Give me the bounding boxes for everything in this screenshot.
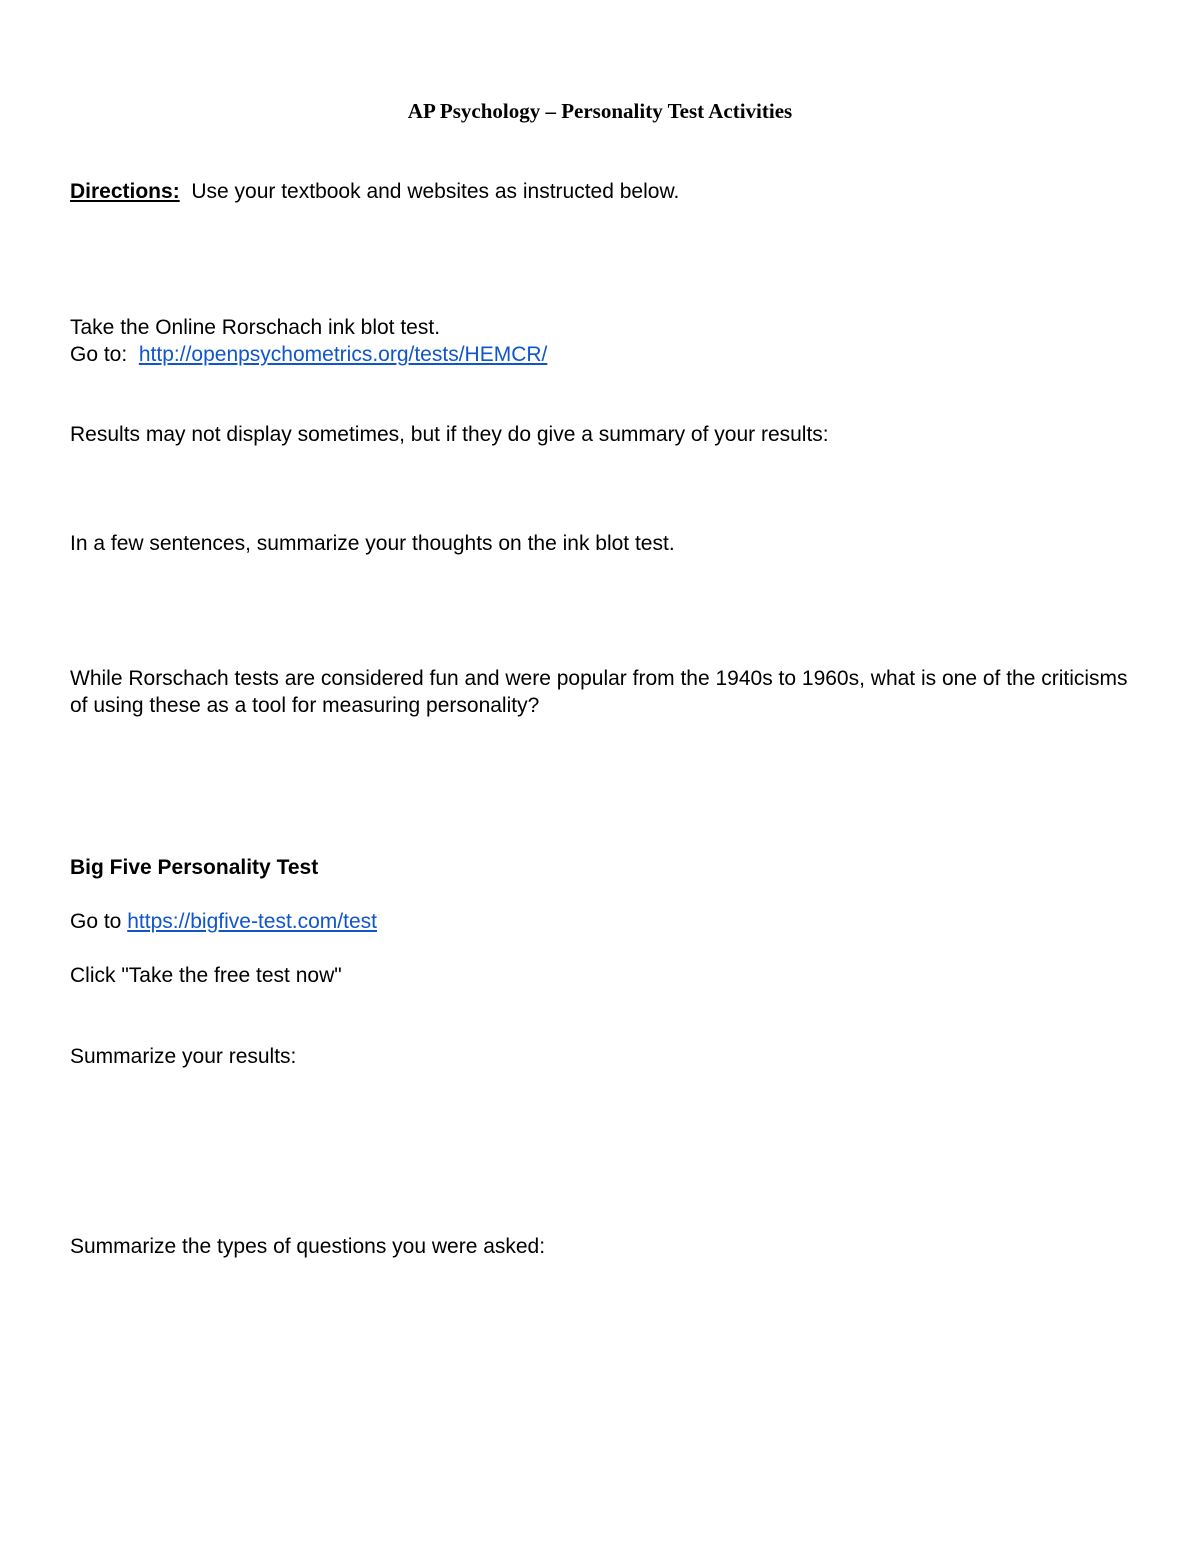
- rorschach-intro: Take the Online Rorschach ink blot test.: [70, 316, 441, 339]
- rorschach-criticism-question: While Rorschach tests are considered fun and were popular from the 1940s to 1960s, what is one of the criticisms of using these as a tool for measuring personality?: [70, 667, 1128, 717]
- document-title: AP Psychology – Personality Test Activities: [407, 99, 793, 123]
- rorschach-thoughts-question: In a few sentences, summarize your thoughts on the ink blot test.: [70, 532, 675, 555]
- bigfive-heading: Big Five Personality Test: [70, 856, 319, 879]
- directions-line: [70, 178, 679, 205]
- rorschach-test-link[interactable]: http://openpsychometrics.org/tests/HEMCR/: [138, 343, 548, 366]
- bigfive-questions-question: Summarize the types of questions you were asked:: [70, 1235, 546, 1258]
- bigfive-test-link[interactable]: https://bigfive-test.com/test: [127, 910, 377, 933]
- directions-text: Use your textbook and websites as instructed below.: [191, 180, 680, 203]
- rorschach-goto-line: [70, 341, 547, 368]
- bigfive-results-question: Summarize your results:: [70, 1045, 297, 1068]
- rorschach-goto-label: Go to:: [70, 343, 128, 366]
- rorschach-results-question: Results may not display sometimes, but if they do give a summary of your results:: [70, 423, 829, 446]
- bigfive-click-instruction: Click "Take the free test now": [70, 964, 342, 987]
- directions-label: Directions:: [70, 180, 180, 203]
- bigfive-goto-line: [70, 908, 377, 935]
- bigfive-goto-label: Go to: [70, 910, 122, 933]
